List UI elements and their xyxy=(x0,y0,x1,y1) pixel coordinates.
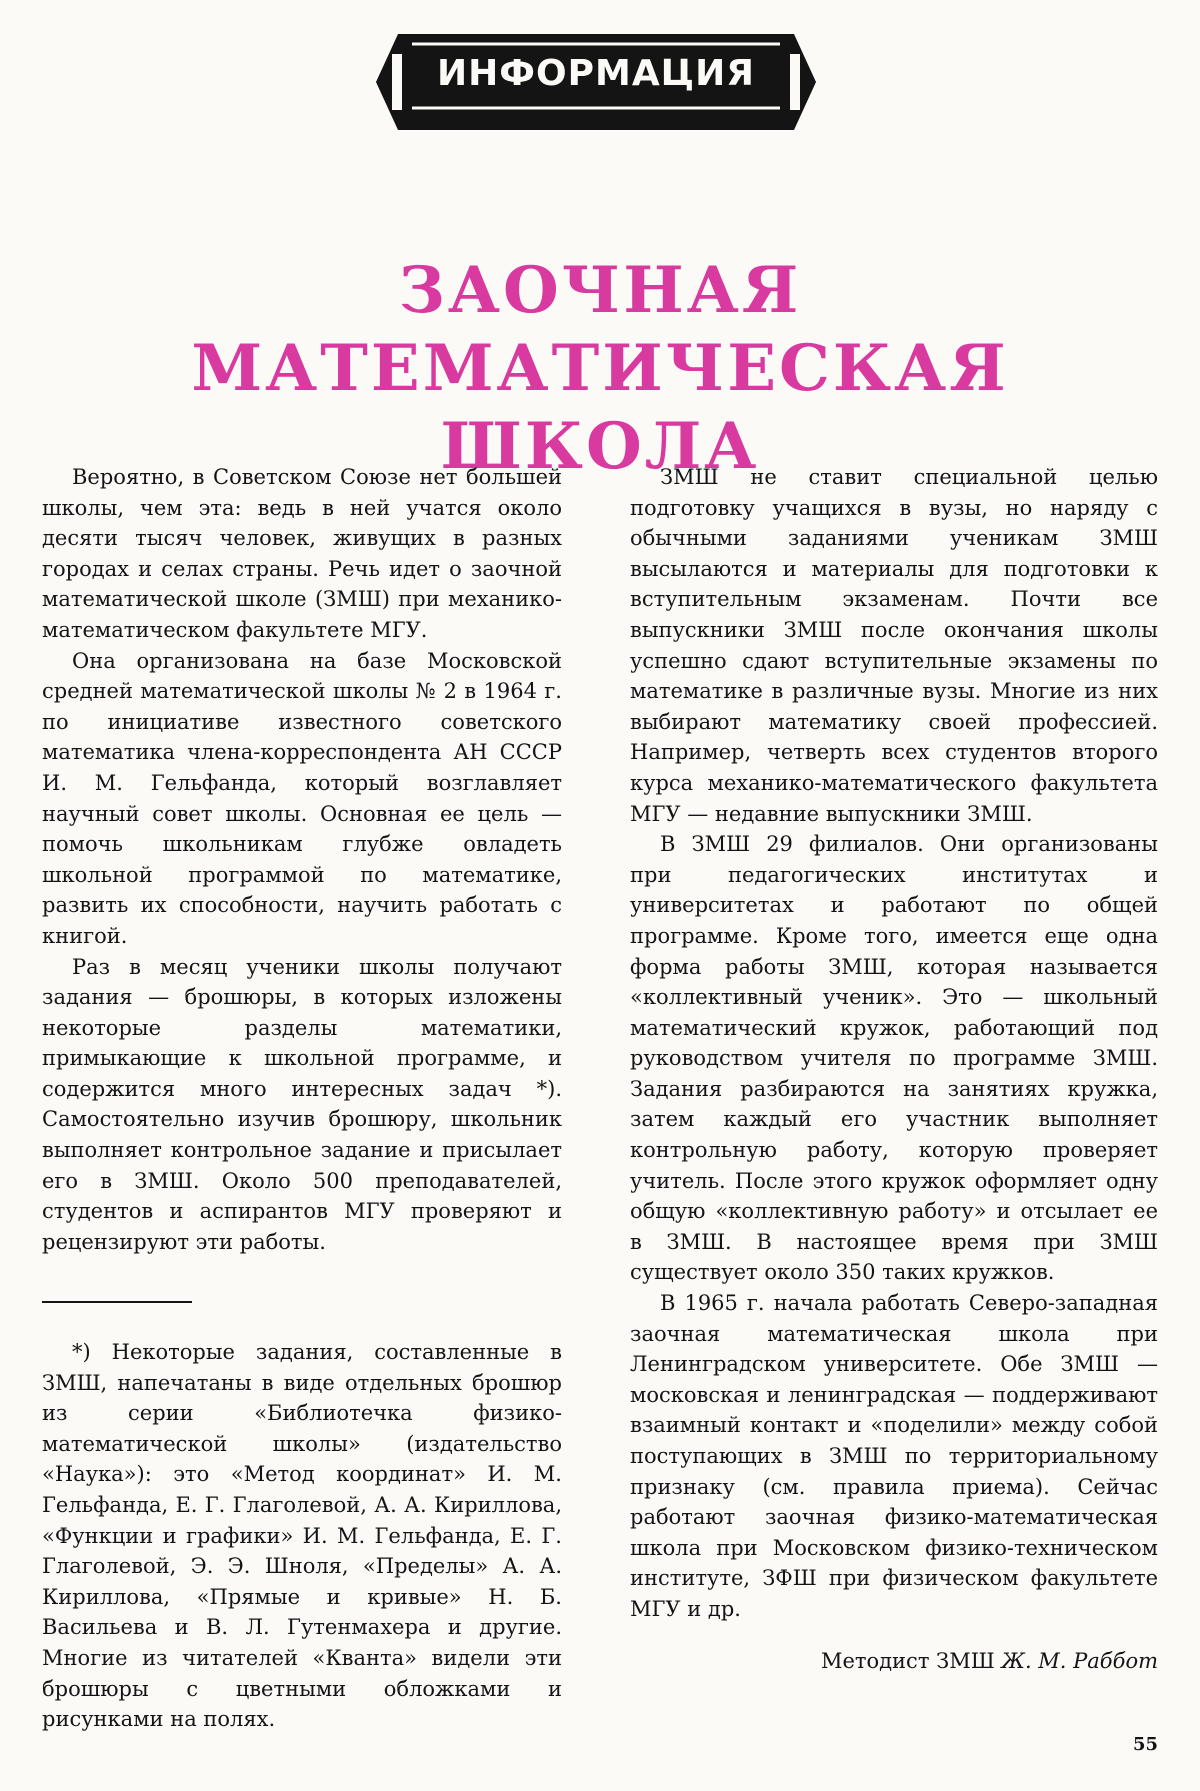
article-title xyxy=(60,252,1140,486)
section-label: ИНФОРМАЦИЯ xyxy=(437,53,755,94)
title-line-2: ШКОЛА xyxy=(440,409,760,484)
paragraph-5: В ЗМШ 29 филиалов. Они организованы при педагогических институтах и университетах и работают по общей программе. Кроме того, имеется еще одна форма работы ЗМШ, которая называется «коллективный ученик». Это — школьный математический кружок, работающий под руководством учителя по программе ЗМШ. Задания разбираются на занятиях кружка, затем каждый его участник выполняет контрольную работу, которую проверяет учитель. После этого кружок оформляет одну общую «коллективную работу» и отсылает ее в ЗМШ. В настоящее время при ЗМШ существует около 350 таких кружков. xyxy=(630,832,1158,1285)
right-column xyxy=(630,462,1158,1625)
paragraph-4: ЗМШ не ставит специальной целью подготовку учащихся в вузы, но наряду с обычными заданиями ученикам ЗМШ высылаются и материалы для подготовки к вступительным экзаменам. Почти все выпускники ЗМШ после окончания школы успешно сдают вступительные экзамены по математике в различные вузы. Многие из них выбирают математику своей профессией. Например, четверть всех студентов второго курса механико-математического факультета МГУ — недавние выпускники ЗМШ. xyxy=(630,465,1158,826)
section-banner xyxy=(372,30,820,134)
left-column xyxy=(42,462,562,1257)
title-line-1: ЗАОЧНАЯ МАТЕМАТИЧЕСКАЯ xyxy=(191,253,1009,406)
page-number: 55 xyxy=(1132,1734,1158,1755)
paragraph-2: Она организована на базе Московской средней математической школы № 2 в 1964 г. по инициативе известного советского математика члена-корреспондента АН СССР И. М. Гельфанда, который возглавляет научный совет школы. Основная ее цель — помочь школьникам глубже овладеть школьной программой по математике, развить их способности, научить работать с книгой. xyxy=(42,648,562,948)
footnote-divider xyxy=(42,1301,192,1303)
signature-role: Методист ЗМШ xyxy=(820,1649,995,1673)
paragraph-6: В 1965 г. начала работать Северо-западная заочная математическая школа при Ленинградском университете. Обе ЗМШ — московская и ленинградская — поддерживают взаимный контакт и «поделили» между собой поступающих в ЗМШ по территориальному признаку (см. правила приема). Сейчас работают заочная физико-математическая школа при Московском физико-техническом институте, ЗФШ при физическом факультете МГУ и др. xyxy=(630,1291,1158,1621)
paragraph-1: Вероятно, в Советском Союзе нет большей школы, чем эта: ведь в ней учатся около десяти тысяч человек, живущих в разных городах и селах страны. Речь идет о заочной математической школе (ЗМШ) при механико-математическом факультете МГУ. xyxy=(42,465,562,642)
signature-name: Ж. М. Раббот xyxy=(1001,1649,1158,1673)
footnote xyxy=(42,1337,562,1735)
signature xyxy=(630,1646,1158,1676)
footnote-text: *) Некоторые задания, составленные в ЗМШ, напечатаны в виде отдельных брошюр из серии «Библиотечка физико-математической школы» (издательство «Наука»): это «Метод координат» И. М. Гельфанда, Е. Г. Глаголевой, А. А. Кириллова, «Функции и графики» И. М. Гельфанда, Е. Г. Глаголевой, Э. Э. Шноля, «Пределы» А. А. Кириллова, «Прямые и кривые» Н. Б. Васильева и В. Л. Гутенмахера и другие. Многие из читателей «Кванта» видели эти брошюры с цветными обложками и рисунками на полях. xyxy=(42,1340,562,1732)
paragraph-3: Раз в месяц ученики школы получают задания — брошюры, в которых изложены некоторые разделы математики, примыкающие к школьной программе, и содержится много интересных задач *). Самостоятельно изучив брошюру, школьник выполняет контрольное задание и присылает его в ЗМШ. Около 500 преподавателей, студентов и аспирантов МГУ проверяют и рецензируют эти работы. xyxy=(42,954,562,1254)
